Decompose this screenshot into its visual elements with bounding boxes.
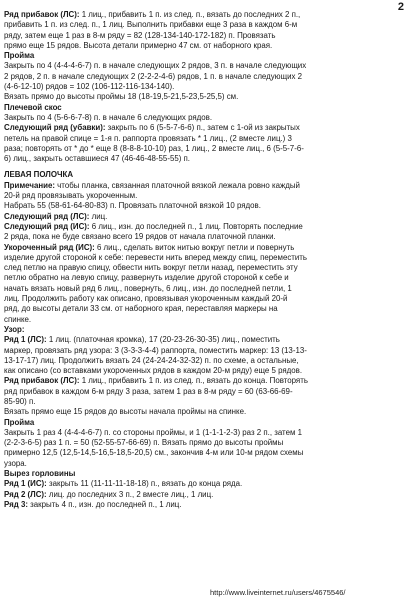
text-line: петель на правой спице = 1-я п. раппорта провязать * 1 лиц., (2 вместе лиц.) 3 bbox=[4, 133, 292, 143]
text-line: Следующий ряд (ИС): 6 лиц., изн. до последней п., 1 лиц. Повторять последние bbox=[4, 221, 303, 231]
text-line: петлю обратно на левую спицу, развернуть изделие другой стороной к себе и bbox=[4, 273, 289, 283]
text-line: прибавить 1 п. из след. п., 1 лиц. Выполнить прибавки еще 3 раза в каждом 6-м bbox=[4, 20, 298, 30]
text-line: Закрыть по 4 (5-6-6-7-8) п. в начале 6 следующих рядов. bbox=[4, 112, 213, 122]
text-line: начать вязать новый ряд 6 лиц., повернуть, 6 лиц., изн. до последней петли, 1 bbox=[4, 283, 292, 293]
text-line: как описано (со вставками укороченных рядов в каждом 20-м ряду) еще 5 рядов. bbox=[4, 366, 303, 376]
text-line: Следующий ряд (убавки): закрыть по 6 (5-5-7-6-6) п., затем с 1-ой из закрытых bbox=[4, 123, 300, 133]
text-line: 20-й ряд провязывать укороченным. bbox=[4, 191, 138, 201]
text-line: 2 рядов, 2 п. в начале следующих 2 (2-2-2-4-6) рядов, 1 п. в начале следующих 2 bbox=[4, 71, 303, 81]
text-line: изделие другой стороной к себе: перевести нить вперед между спиц, переместить bbox=[4, 252, 308, 262]
text-line: Ряд 2 (ЛС): лиц. до последних 3 п., 2 вместе лиц., 1 лиц. bbox=[4, 489, 214, 499]
text-line: раза; повторять от * до * еще 8 (8-8-8-10-10) раз, 1 лиц., 2 вместе лиц., 6 (5-5-7-6- bbox=[4, 143, 304, 153]
text-line: Примечание: чтобы планка, связанная платочной вязкой лежала ровно каждый bbox=[4, 180, 300, 190]
watermark-url: http://www.liveinternet.ru/users/4675546/ bbox=[210, 588, 346, 597]
text-line: (2-2-3-6-5) раз 1 п. = 50 (52-55-57-66-69) п. Вязать прямо до высоты проймы bbox=[4, 438, 284, 448]
text-line: след петлю на правую спицу, обвести нить вокруг петли назад, переместить эту bbox=[4, 263, 298, 273]
text-line: 13-17-17) лиц. Продолжить вязать 24 (24-24-24-32-32) п. по схеме, а остальные, bbox=[4, 355, 299, 365]
text-line: Вязать прямо до высоты проймы 18 (18-19,5-21,5-23,5-25,5) см. bbox=[4, 92, 239, 102]
text-line: прямо еще 15 рядов. Высота детали примерно 47 см. от наборного края. bbox=[4, 40, 273, 50]
text-line: Следующий ряд (ЛС): лиц. bbox=[4, 211, 108, 221]
text-line: Ряд 1 (ЛС): 1 лиц. (платочная кромка), 17 (20-23-26-30-35) лиц., поместить bbox=[4, 335, 280, 345]
section-heading: Плечевой скос bbox=[4, 102, 62, 112]
section-heading: Узор: bbox=[4, 324, 25, 334]
text-line: Ряд 3: закрыть 4 п., изн. до последней п., 1 лиц. bbox=[4, 499, 182, 509]
section-heading: ЛЕВАЯ ПОЛОЧКА bbox=[4, 170, 74, 180]
text-line: 85-90) п. bbox=[4, 396, 36, 406]
text-line: узора. bbox=[4, 458, 27, 468]
text-line: примерно 12,5 (12,5-14,5-16,5-18,5-20,5) см., закончив 4-м или 10-м рядом схемы bbox=[4, 448, 304, 458]
section-heading: Вырез горловины bbox=[4, 469, 76, 479]
text-line: Ряд 1 (ИС): закрыть 11 (11-11-11-18-18) п., вязать до конца ряда. bbox=[4, 479, 243, 489]
text-line: Закрыть по 4 (4-4-4-6-7) п. в начале следующих 2 рядов, 3 п. в начале следующих bbox=[4, 61, 307, 71]
text-line: Ряд прибавок (ЛС): 1 лиц., прибавить 1 п. из след. п., вязать до последних 2 п., bbox=[4, 10, 301, 19]
text-line: Укороченный ряд (ИС): 6 лиц., сделать виток нитью вокруг петли и повернуть bbox=[4, 242, 295, 252]
text-line: Набрать 55 (58-61-64-80-83) п. Провязать платочной вязкой 10 рядов. bbox=[4, 201, 261, 211]
text-line: (4-6-12-10) рядов = 102 (106-112-116-134-140). bbox=[4, 82, 175, 92]
text-line: ряд, до высоты детали 33 см. от наборного края, переставляя маркеры на bbox=[4, 304, 278, 314]
page-number: 2 bbox=[397, 1, 404, 13]
text-line: спинке. bbox=[4, 314, 32, 324]
section-heading: Пройма bbox=[4, 417, 35, 427]
text-line: Ряд прибавок (ЛС): 1 лиц., прибавить 1 п. из след. п., вязать до конца. Повторять bbox=[4, 376, 308, 386]
text-line: ряд прибавок в каждом 6-м ряду 3 раза, затем 1 раз в 8-м ряду = 60 (63-66-69- bbox=[4, 386, 293, 396]
text-line: 6) лиц., закрыть оставшиеся 47 (46-46-48-55-55) п. bbox=[4, 154, 191, 164]
text-line: Закрыть 1 раз 4 (4-4-4-6-7) п. со стороны проймы, и 1 (1-1-1-2-3) раз 2 п., затем 1 bbox=[4, 427, 302, 437]
document-text bbox=[4, 10, 404, 510]
text-line: Вязать прямо еще 15 рядов до высоты начала проймы на спинке. bbox=[4, 407, 247, 417]
text-line: ряду, затем еще 1 раз в 8-м ряду = 82 (128-134-140-172-182) п. Провязать bbox=[4, 30, 276, 40]
text-line: лиц. Продолжить работу как описано, провязывая укороченным каждый 20-й bbox=[4, 294, 288, 304]
section-heading: Пройма bbox=[4, 51, 35, 61]
text-line: 2 ряда, пока не буде связано всего 19 рядов от начала платочной планки. bbox=[4, 232, 276, 242]
text-line: маркер, провязать ряд узора: 3 (3-3-3-4-4) раппорта, поместить маркер: 13 (13-13- bbox=[4, 345, 307, 355]
